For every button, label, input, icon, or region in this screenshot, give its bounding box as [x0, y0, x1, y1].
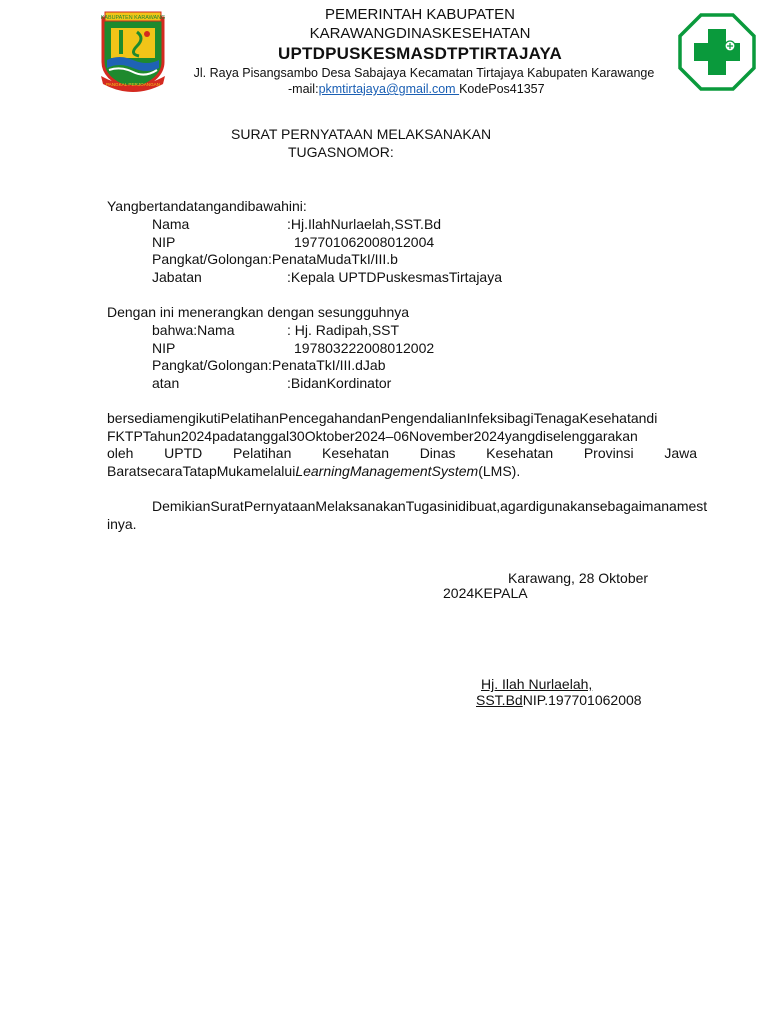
- closing-line-2: inya.: [107, 516, 137, 532]
- subject-rank-label: Pangkat/Golongan:: [152, 357, 272, 373]
- intro-text: Yangbertandatangandibawahini:: [107, 198, 307, 214]
- header-institution: UPTDPUSKESMASDTPTIRTAJAYA: [278, 44, 562, 63]
- logo-banner-text: KABUPATEN KARAWANG: [100, 15, 166, 21]
- subject-nip-value: 197803222008012002: [294, 340, 435, 356]
- header-department: KARAWANGDINASKESEHATAN: [309, 25, 531, 42]
- mail-prefix: -mail:: [288, 82, 319, 96]
- signature-year-role: 2024KEPALA: [443, 585, 528, 601]
- signature-place-date: Karawang, 28 Oktober: [508, 570, 649, 586]
- puskesmas-logo: [678, 13, 756, 91]
- signature-credentials: [476, 692, 642, 708]
- signer-nip-label: NIP: [152, 234, 176, 250]
- signature-nip: NIP.197701062008: [522, 692, 642, 708]
- paragraph-line-4: [107, 463, 520, 479]
- subject-rank: [152, 357, 386, 373]
- signer-rank: [152, 251, 398, 267]
- signer-name-value: :Hj.IlahNurlaelah,SST.Bd: [287, 216, 442, 232]
- subject-name-label: bahwa:Nama: [152, 322, 235, 338]
- signature-name: Hj. Ilah Nurlaelah,: [481, 676, 593, 692]
- header-government: PEMERINTAH KABUPATEN: [324, 6, 516, 23]
- paragraph-line-3: oleh UPTD Pelatihan Kesehatan Dinas Kesehatan Provinsi Jawa: [107, 445, 697, 461]
- postal-code: KodePos41357: [459, 82, 545, 96]
- paragraph-line-4-a: BaratsecaraTatapMukamelalui: [107, 463, 296, 479]
- signer-position-label: Jabatan: [152, 269, 202, 285]
- header-contact: [288, 82, 545, 96]
- signer-rank-label: Pangkat/Golongan:: [152, 251, 272, 267]
- subject-rank-value: PenataTkI/III.dJab: [271, 357, 386, 373]
- signer-nip-value: 197701062008012004: [294, 234, 435, 250]
- statement-text: Dengan ini menerangkan dengan sesungguhnya: [107, 304, 410, 320]
- paragraph-line-2: FKTPTahun2024padatanggal30Oktober2024–06November2024yangdiselenggarakan: [107, 428, 638, 444]
- karawang-regency-logo: [97, 10, 169, 94]
- paragraph-line-4-c: (LMS).: [478, 463, 521, 479]
- signer-position-value: :Kepala UPTDPuskesmasTirtajaya: [287, 269, 503, 285]
- lms-name: LearningManagementSystem: [295, 463, 479, 479]
- subject-position-label: atan: [152, 375, 180, 391]
- subject-nip-label: NIP: [152, 340, 176, 356]
- paragraph-line-1: bersediamengikutiPelatihanPencegahandanPengendalianInfeksibagiTenagaKesehatandi: [107, 410, 658, 426]
- subject-name-value: : Hj. Radipah,SST: [287, 322, 400, 338]
- signer-rank-value: PenataMudaTkI/III.b: [271, 251, 398, 267]
- logo-motto-text: PANGKAL PERJOANGAN: [105, 82, 161, 87]
- signer-name-label: Nama: [152, 216, 190, 232]
- header-address: Jl. Raya Pisangsambo Desa Sabajaya Kecamatan Tirtajaya Kabupaten Karawange: [193, 66, 655, 80]
- closing-line-1: DemikianSuratPernyataanMelaksanakanTugasinidibuat,agardigunakansebagaimanamest: [152, 498, 708, 514]
- email-link[interactable]: pkmtirtajaya@gmail.com: [318, 82, 460, 96]
- letter-number: TUGASNOMOR:: [288, 144, 394, 160]
- subject-position-value: :BidanKordinator: [287, 375, 392, 391]
- letter-title: SURAT PERNYATAAN MELAKSANAKAN: [231, 126, 492, 142]
- signature-degree: SST.Bd: [476, 692, 523, 708]
